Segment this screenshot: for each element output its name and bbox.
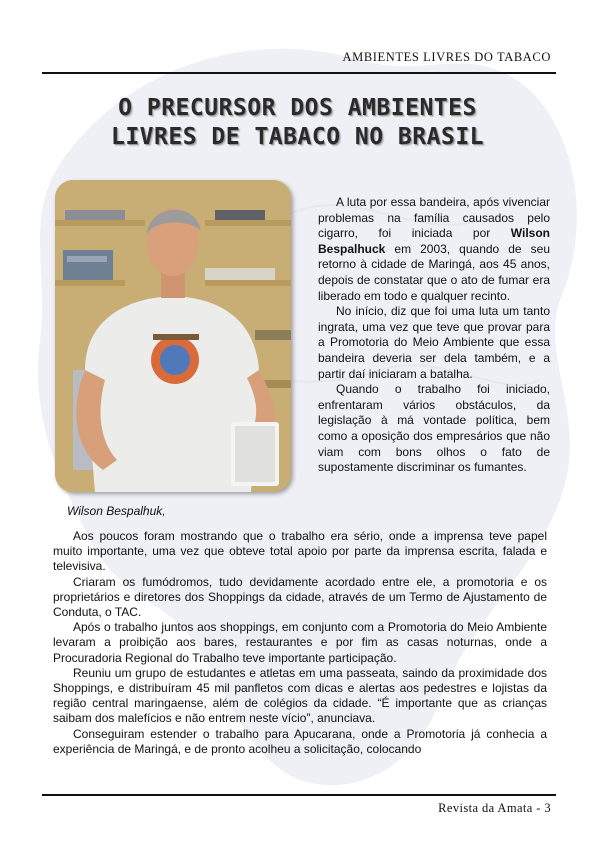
photo-caption: Wilson Bespalhuk, [67,504,166,518]
intro-column [318,195,550,476]
article-title [60,94,535,152]
intro-text-before-name: A luta por essa bandeira, após vivenciar problemas na família causados pelo cigarro, foi iniciada por [318,195,550,241]
page-number: Revista da Amata - 3 [438,801,551,815]
header-rule [42,72,556,74]
body-paragraph-1: Aos poucos foram mostrando que o trabalho era sério, onde a imprensa teve papel muito importante, uma vez que obteve total apoio por parte da imprensa escrita, falada e televisiva. [53,529,547,574]
body-paragraph-2: Criaram os fumódromos, tudo devidamente acordado entre ele, a promotoria e os proprietários e diretores dos Shoppings da cidade, através de um Termo de Ajustamento de Conduta, o TAC. [53,574,547,620]
title-line-1: O PRECURSOR DOS AMBIENTES [118,95,477,121]
intro-paragraph-3: Quando o trabalho foi iniciado, enfrentaram vários obstáculos, da legislação à má vontade política, bem como a oposição dos empresários que não viam com bons olhos o fato de supostamente discriminar os fumantes. [318,382,550,475]
portrait-photo [55,180,291,492]
intro-paragraph-2: No início, diz que foi uma luta um tanto ingrata, uma vez que teve que provar para a Promotoria do Meio Ambiente que essa bandeira deveria ser dela também, e a partir daí iniciaram a batalha. [318,304,550,381]
body-paragraph-5: Conseguiram estender o trabalho para Apucarana, onde a Promotoria já conhecia a experiência de Maringá, e de pronto acolheu a solicitação, colocando [53,726,547,756]
portrait-illustration [55,180,291,492]
title-line-2: LIVRES DE TABACO NO BRASIL [110,124,485,150]
intro-text-after-name: em 2003, quando de seu retorno à cidade de Maringá, aos 45 anos, depois de constatar que o ato de fumar era liberado em todo e qualquer recinto. [318,241,550,303]
footer-rule [42,794,556,796]
body-paragraph-4: Reuniu um grupo de estudantes e atletas em uma passeata, saindo da proximidade dos Shoppings, e distribuíram 45 mil panfletos com dicas e alertas aos pedestres e lojistas da região central maringaense, além de colégios da cidade. “É importante que as crianças saibam dos malefícios e não entrem neste vício”, anunciava. [53,665,547,726]
person-name: Wilson Bespalhuck [318,226,550,256]
section-header: AMBIENTES LIVRES DO TABACO [342,50,551,64]
article-body [53,529,547,757]
intro-paragraph-1 [318,195,550,304]
body-paragraph-3: Após o trabalho juntos aos shoppings, em conjunto com a Promotoria do Meio Ambiente levaram a proibição aos bares, restaurantes e por fim as casas noturnas, onde a Procuradoria Regional do Trabalho teve importante participação. [53,620,547,665]
